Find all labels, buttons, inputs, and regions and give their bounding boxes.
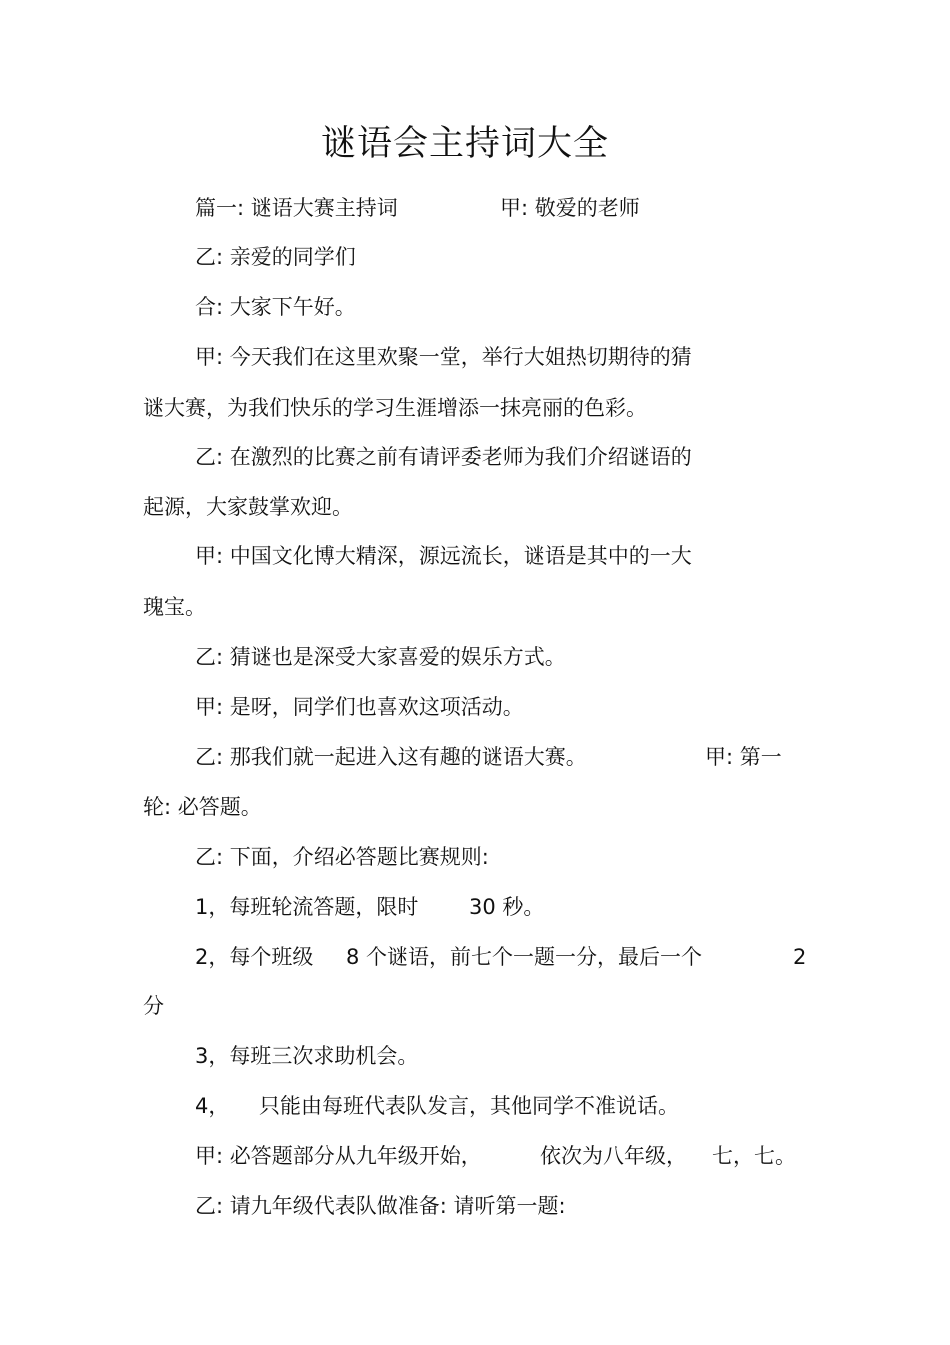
text-line: 甲: 必答题部分从九年级开始，: [195, 1144, 482, 1168]
text-line: [500, 193, 640, 223]
text-line: 乙: 猜谜也是深受大家喜爱的娱乐方式。: [195, 645, 566, 669]
text-line: 2，每个班级: [195, 945, 314, 969]
document-title: 谜语会主持词大全: [320, 124, 609, 164]
text-line: 甲: 中国文化博大精深，源远流长，谜语是其中的一大: [195, 544, 692, 568]
text-line: 合: 大家下午好。: [195, 295, 356, 319]
text-line: 甲: 第一: [705, 745, 782, 769]
text-line: 8 个谜语，前七个一题一分，最后一个: [346, 945, 703, 969]
text-line: 30 秒。: [469, 895, 545, 919]
text-line: 甲: 今天我们在这里欢聚一堂，举行大姐热切期待的猜: [195, 345, 692, 369]
text-line: [195, 193, 398, 223]
text-line: 轮: 必答题。: [143, 795, 262, 819]
text-line: 依次为八年级，: [540, 1144, 687, 1168]
text-line: 瑰宝。: [143, 595, 206, 619]
text-line: 1，每班轮流答题，限时: [195, 895, 419, 919]
text-line: 谜大赛，为我们快乐的学习生涯增添一抹亮丽的色彩。: [143, 396, 647, 420]
text-line: 乙: 在激烈的比赛之前有请评委老师为我们介绍谜语的: [195, 445, 692, 469]
text-line: 七，七。: [712, 1144, 796, 1168]
text-line: 只能由每班代表队发言，其他同学不准说话。: [259, 1094, 679, 1118]
text-line: 分: [143, 994, 164, 1018]
text-line: 甲: 是呀，同学们也喜欢这项活动。: [195, 695, 524, 719]
text-line: 起源，大家鼓掌欢迎。: [143, 495, 353, 519]
text-segment: 篇一: 谜语大赛主持词: [195, 196, 398, 220]
text-line: 2: [793, 945, 807, 969]
text-segment: 甲: 敬爱的老师: [500, 196, 640, 220]
text-line: 乙: 那我们就一起进入这有趣的谜语大赛。: [195, 745, 587, 769]
text-line: 乙: 下面，介绍必答题比赛规则:: [195, 845, 489, 869]
text-line: 4，: [195, 1094, 230, 1118]
text-line: 乙: 亲爱的同学们: [195, 245, 356, 269]
text-line: 乙: 请九年级代表队做准备: 请听第一题:: [195, 1194, 566, 1218]
text-line: 3，每班三次求助机会。: [195, 1044, 419, 1068]
